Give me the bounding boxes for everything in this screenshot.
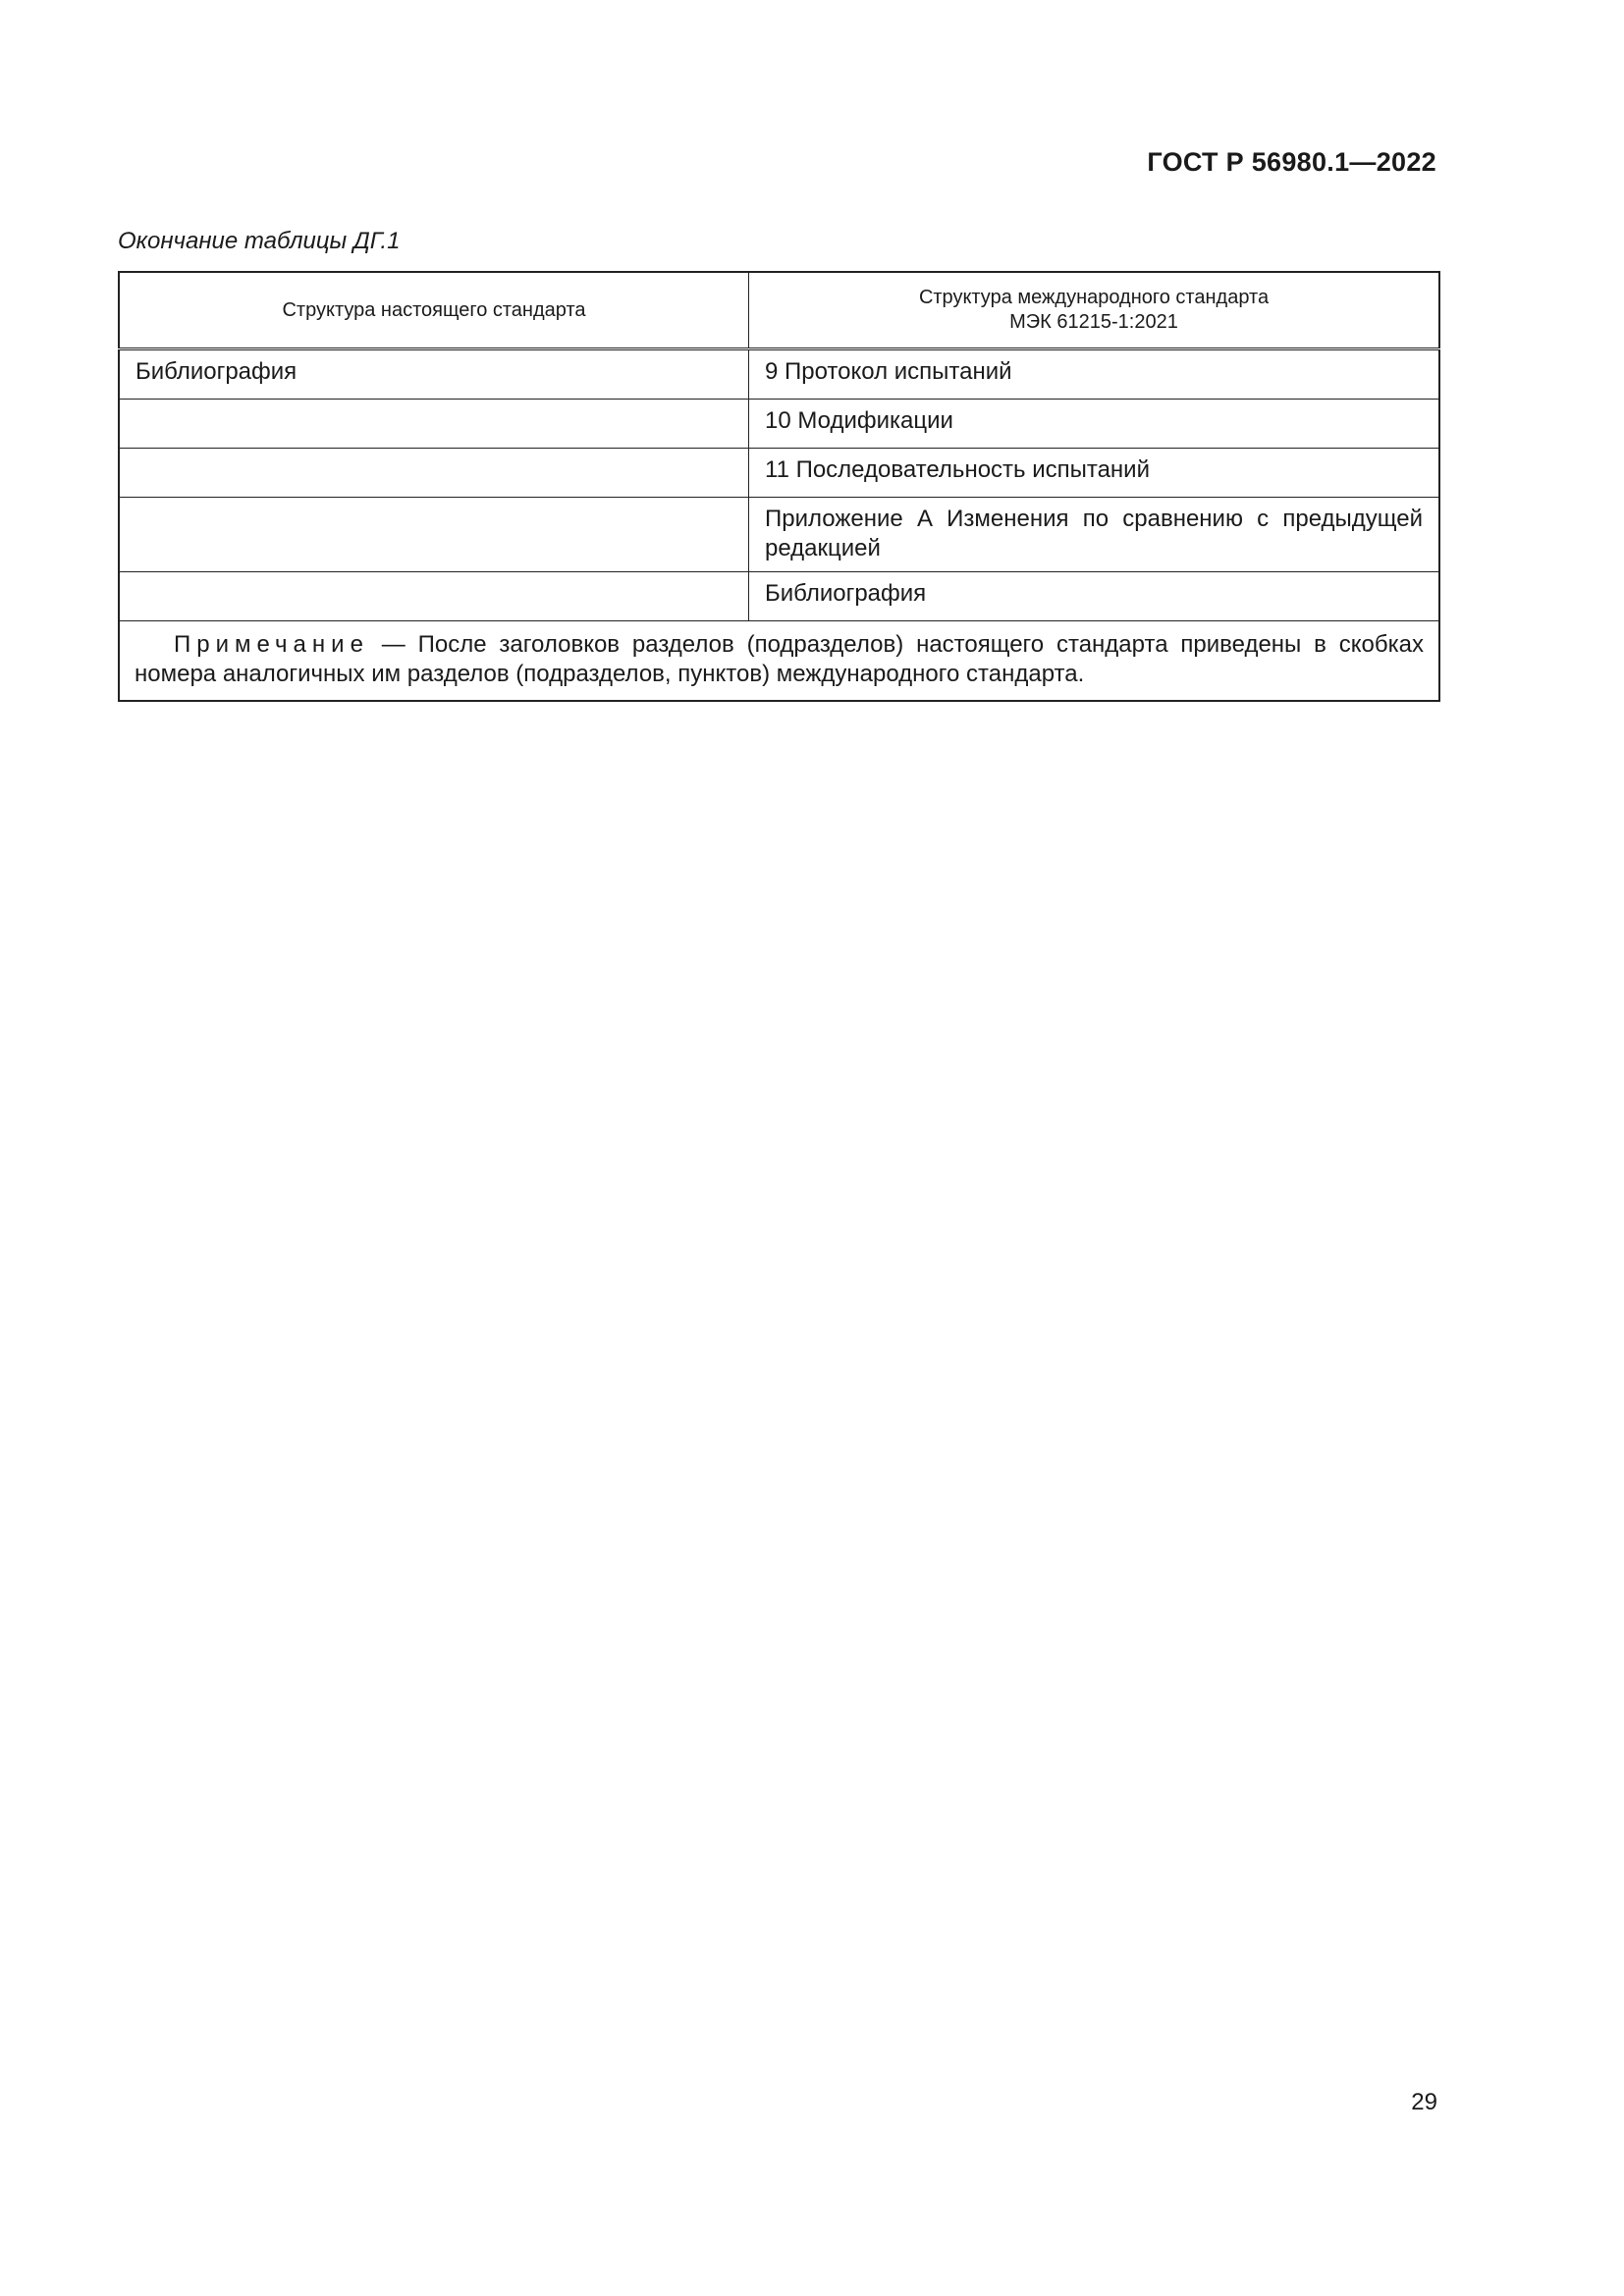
column-header-line: Структура настоящего стандарта [282,298,586,321]
note-label: Примечание [174,631,369,658]
table-note [119,621,1439,702]
table-row [119,572,1439,621]
cell-international-standard: 9 Протокол испытаний [749,349,1440,400]
cell-this-standard [119,449,749,498]
table-row [119,449,1439,498]
table-row [119,400,1439,449]
table-row [119,349,1439,400]
cell-international-standard: Приложение А Изменения по сравнению с предыдущей редакцией [749,498,1440,572]
note-text: — После заголовков разделов (подразделов) настоящего стандарта приведены в скобках номера аналогичных им разделов (подразделов, пунктов) международного стандарта. [135,631,1424,687]
page-number: 29 [1411,2089,1437,2115]
cell-this-standard [119,400,749,449]
table-note-row [119,621,1439,702]
document-code-header: ГОСТ Р 56980.1—2022 [1147,147,1436,177]
cell-this-standard: Библиография [119,349,749,400]
column-header-international-standard [749,272,1440,349]
cell-this-standard [119,572,749,621]
table-header-row [119,272,1439,349]
table-row [119,498,1439,572]
column-header-line: МЭК 61215-1:2021 [1009,311,1178,333]
column-header-this-standard [119,272,749,349]
structure-comparison-table [118,271,1440,702]
table-caption: Окончание таблицы ДГ.1 [118,228,401,254]
column-header-line: Структура международного стандарта [918,287,1270,308]
cell-this-standard [119,498,749,572]
cell-international-standard: Библиография [749,572,1440,621]
cell-international-standard: 11 Последовательность испытаний [749,449,1440,498]
cell-international-standard: 10 Модификации [749,400,1440,449]
